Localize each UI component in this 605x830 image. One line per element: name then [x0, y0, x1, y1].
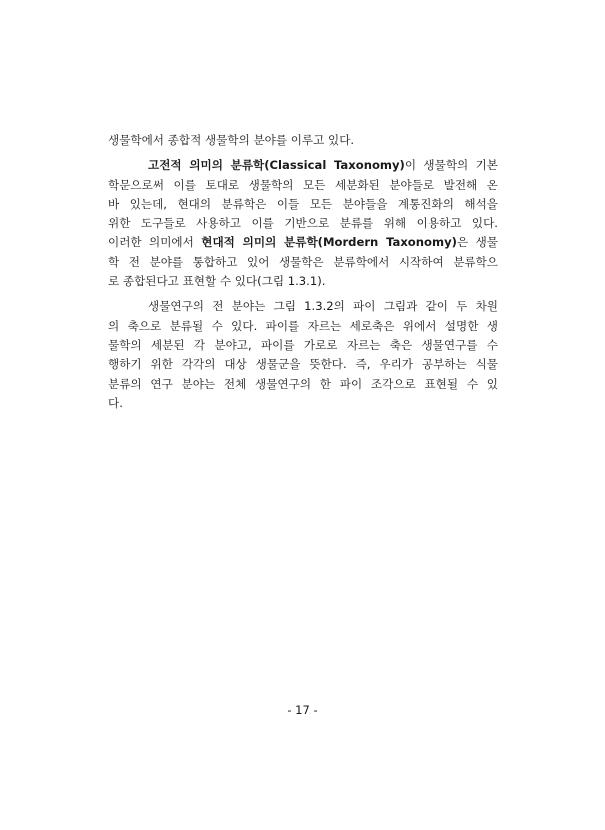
text-line	[108, 297, 498, 316]
text-line: 의 축으로 분류될 수 있다. 파이를 자르는 세로축은 위에서 설명한 생	[108, 318, 498, 333]
text-line: 로 종합된다고 표현할 수 있다(그림 1.3.1).	[108, 274, 326, 289]
paragraph	[108, 131, 498, 150]
text-line: 학문으로써 이를 토대로 생물학의 모든 세분화된 분야들로 발전해 온	[108, 177, 498, 192]
text-fragment: 이 생물학의 기본	[404, 158, 498, 173]
text-line	[108, 156, 498, 175]
text-line	[108, 233, 498, 252]
text-line: 생물학에서 종합적 생물학의 분야를 이루고 있다.	[108, 133, 355, 147]
text-line: 학 전 분야를 통합하고 있어 생물학은 분류학에서 시작하여 분류학으	[108, 254, 498, 269]
text-fragment: 은 생물	[456, 235, 498, 250]
paragraph	[108, 297, 498, 413]
text-fragment: 생물연구의 전 분야는 그림 1.3.2의 파이 그림과 같이 두 차원	[148, 299, 498, 314]
text-line: 물학의 세분된 각 분야고, 파이를 가로로 자르는 축은 생물연구를 수	[108, 337, 498, 352]
text-line: 분류의 연구 분야는 전체 생물연구의 한 파이 조각으로 표현될 수 있	[108, 376, 498, 391]
page-number: - 17 -	[287, 703, 318, 717]
text-line: 위한 도구들로 사용하고 이를 기반으로 분류를 위해 이용하고 있다.	[108, 216, 498, 231]
paragraph	[108, 156, 498, 291]
text-line: 행하기 위한 각각의 대상 생물군을 뜻한다. 즉, 우리가 공부하는 식물	[108, 357, 498, 372]
text-line: 바 있는데, 현대의 분류학은 이들 모든 분야들을 계통진화의 해석을	[108, 196, 498, 211]
text-fragment: 이러한 의미에서	[108, 235, 202, 250]
body-text	[108, 131, 498, 413]
bold-term: 현대적 의미의 분류학(Mordern Taxonomy)	[201, 235, 457, 250]
text-line: 다.	[108, 395, 123, 410]
bold-term: 고전적 의미의 분류학(Classical Taxonomy)	[148, 158, 405, 173]
